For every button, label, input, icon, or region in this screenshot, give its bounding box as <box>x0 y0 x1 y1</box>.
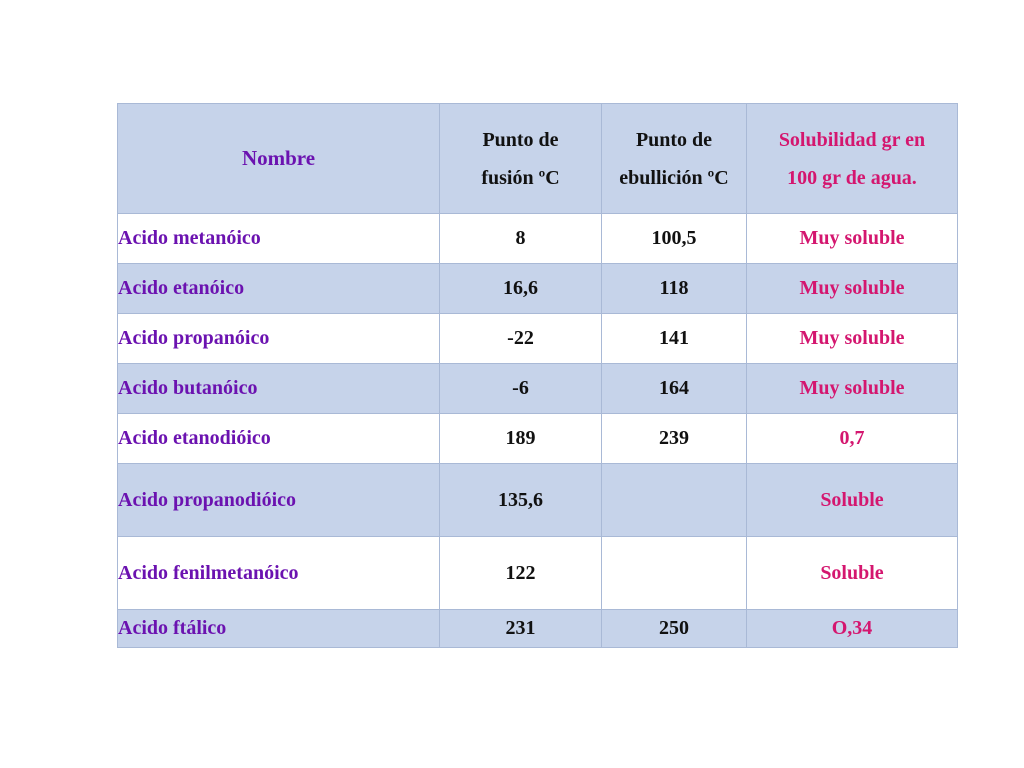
cell-boiling-point <box>602 464 747 537</box>
cell-solubility: Muy soluble <box>747 364 958 414</box>
header-solubility-line2: 100 gr de agua. <box>787 166 917 189</box>
cell-name: Acido butanóico <box>118 364 440 414</box>
cell-name: Acido propanodióico <box>118 464 440 537</box>
cell-melting-point: -6 <box>440 364 602 414</box>
cell-solubility: O,34 <box>747 610 958 648</box>
cell-melting-point: 122 <box>440 537 602 610</box>
table-row <box>118 464 958 537</box>
header-melting-point <box>440 104 602 214</box>
cell-name: Acido metanóico <box>118 214 440 264</box>
cell-name: Acido ftálico <box>118 610 440 648</box>
cell-boiling-point: 141 <box>602 314 747 364</box>
table-row <box>118 414 958 464</box>
table-row <box>118 364 958 414</box>
header-melting-point-line2: fusión ºC <box>481 166 560 189</box>
cell-melting-point: 231 <box>440 610 602 648</box>
table-row <box>118 214 958 264</box>
table-row <box>118 314 958 364</box>
cell-melting-point: 16,6 <box>440 264 602 314</box>
header-solubility <box>747 104 958 214</box>
cell-solubility: Soluble <box>747 464 958 537</box>
cell-solubility: Muy soluble <box>747 264 958 314</box>
header-name: Nombre <box>118 104 440 214</box>
cell-melting-point: 8 <box>440 214 602 264</box>
cell-name: Acido etanóico <box>118 264 440 314</box>
header-solubility-line1: Solubilidad gr en <box>778 128 926 151</box>
cell-solubility: Muy soluble <box>747 214 958 264</box>
cell-melting-point: -22 <box>440 314 602 364</box>
carboxylic-acids-table <box>117 103 958 648</box>
cell-solubility: Muy soluble <box>747 314 958 364</box>
table-row <box>118 610 958 648</box>
cell-solubility: 0,7 <box>747 414 958 464</box>
cell-boiling-point: 118 <box>602 264 747 314</box>
cell-boiling-point <box>602 537 747 610</box>
cell-name: Acido etanodióico <box>118 414 440 464</box>
cell-boiling-point: 164 <box>602 364 747 414</box>
table-row <box>118 264 958 314</box>
header-boiling-point <box>602 104 747 214</box>
cell-boiling-point: 250 <box>602 610 747 648</box>
cell-boiling-point: 239 <box>602 414 747 464</box>
header-melting-point-line1: Punto de <box>482 128 559 151</box>
cell-name: Acido propanóico <box>118 314 440 364</box>
header-boiling-point-line1: Punto de <box>635 128 713 151</box>
table-header-row <box>118 104 958 214</box>
cell-melting-point: 189 <box>440 414 602 464</box>
cell-melting-point: 135,6 <box>440 464 602 537</box>
table-row <box>118 537 958 610</box>
cell-boiling-point: 100,5 <box>602 214 747 264</box>
cell-name: Acido fenilmetanóico <box>118 537 440 610</box>
cell-solubility: Soluble <box>747 537 958 610</box>
header-boiling-point-line2: ebullición ºC <box>619 166 729 189</box>
